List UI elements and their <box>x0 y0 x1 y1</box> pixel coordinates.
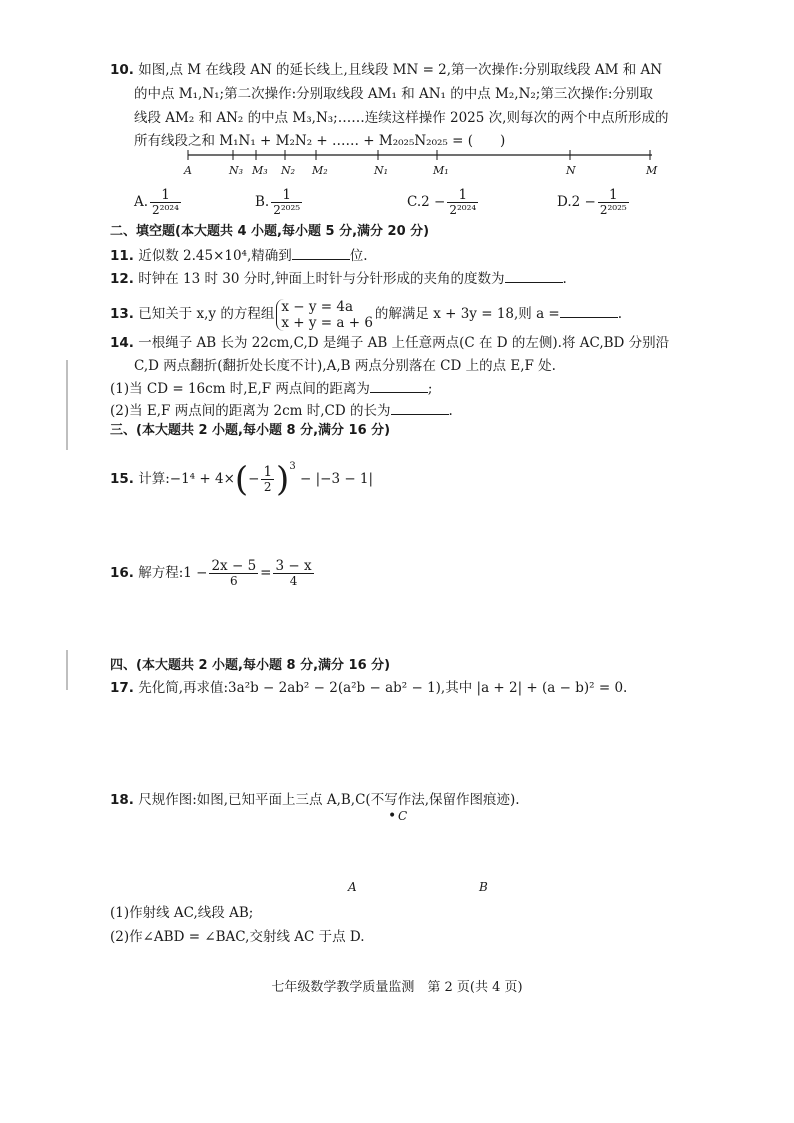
segment-point-label: M <box>646 164 658 177</box>
fraction: $\frac{3 - x}{4}$ <box>275 558 312 588</box>
segment-point-label: N₂ <box>281 164 296 177</box>
q10-option-d[interactable]: D.2 − $\frac{1}{\text{2²⁰²⁵}}$ <box>557 187 627 217</box>
section-heading: 四、(本大题共 2 小题,每小题 8 分,满分 16 分) <box>110 658 391 673</box>
segment-point-label: M₁ <box>433 164 449 177</box>
answer-blank[interactable] <box>560 303 618 318</box>
q10-option-a[interactable]: A. $\frac{1}{\text{2²⁰²⁴}}$ <box>134 187 179 217</box>
fraction: $\frac{1}{\text{2²⁰²⁵}}$ <box>273 187 301 217</box>
q14-part-1: (1)当 CD = 16cm 时,E,F 两点间的距离为 ; <box>110 378 432 399</box>
segment-point-label: M₂ <box>312 164 328 177</box>
segment-point-label: N₁ <box>374 164 389 177</box>
q14-part-2: (2)当 E,F 两点间的距离为 2cm 时,CD 的长为 . <box>110 400 453 421</box>
q12: 12. 时钟在 13 时 30 分时,钟面上时针与分针形成的夹角的度数为 . <box>110 268 567 289</box>
point-c-label: C <box>398 809 408 823</box>
q18-part-1: (1)作射线 AC,线段 AB; <box>110 905 254 921</box>
q14-line-2: C,D 两点翻折(翻折处长度不计),A,B 两点分别落在 CD 上的点 E,F 处. <box>134 358 556 374</box>
section-heading: 二、填空题(本大题共 4 小题,每小题 5 分,满分 20 分) <box>110 224 430 239</box>
margin-mark <box>66 360 68 450</box>
q13: 13. 已知关于 x,y 的方程组 x − y = 4a x + y = a + 6 的解满足 x + 3y = 18,则 a = . <box>110 298 623 331</box>
q10-line-2: 的中点 M₁,N₁;第二次操作:分别取线段 AM₁ 和 AN₁ 的中点 M₂,N₂;第三次操作:分别取 <box>134 86 653 102</box>
point-a-label: A <box>348 880 357 894</box>
q16: 16. 解方程:1 − $\frac{2x - 5}{6}$ = $\frac{3 - x}{4}$ <box>110 558 312 588</box>
fraction: $\frac{2x - 5}{6}$ <box>211 558 257 588</box>
segment-point-label: A <box>184 164 192 177</box>
q11: 11. 近似数 2.45×10⁴,精确到 位. <box>110 245 368 266</box>
fraction: $\frac{1}{\text{2²⁰²⁴}}$ <box>152 187 179 217</box>
page-footer: 七年级数学教学质量监测 第 2 页(共 4 页) <box>271 980 523 995</box>
q10-line-1 <box>110 60 662 80</box>
segment-point-label: M₃ <box>252 164 268 177</box>
q18: 18. 尺规作图:如图,已知平面上三点 A,B,C(不写作法,保留作图痕迹). <box>110 792 520 808</box>
q17: 17. 先化简,再求值:3a²b − 2ab² − 2(a²b − ab² − 1),其中 |a + 2| + (a − b)² = 0. <box>110 680 628 696</box>
q14-line-1: 14. 一根绳子 AB 长为 22cm,C,D 是绳子 AB 上任意两点(C 在 D 的左侧).将 AC,BD 分别沿 <box>110 335 670 351</box>
q10-text: 如图,点 M 在线段 AN 的延长线上,且线段 MN = 2,第一次操作:分别取线段 AM 和 AN <box>138 62 663 78</box>
q18-part-2: (2)作∠ABD = ∠BAC,交射线 AC 于点 D. <box>110 929 365 945</box>
point-c-dot: • <box>388 808 397 824</box>
segment-point-label: N <box>566 164 576 177</box>
q10-option-c[interactable]: C.2 − $\frac{1}{\text{2²⁰²⁴}}$ <box>407 187 477 217</box>
q10-line-3: 线段 AM₂ 和 AN₂ 的中点 M₃,N₃;……连续这样操作 2025 次,则每次的两个中点所形成的 <box>134 110 669 126</box>
q10-option-b[interactable]: B. $\frac{1}{\text{2²⁰²⁵}}$ <box>255 187 301 217</box>
point-b-label: B <box>479 880 488 894</box>
segment-point-label: N₃ <box>229 164 244 177</box>
q10-segment-figure <box>180 148 660 164</box>
answer-blank[interactable] <box>292 245 350 260</box>
answer-blank[interactable] <box>370 378 428 393</box>
answer-blank[interactable] <box>505 268 563 283</box>
fraction: $\frac{1}{\text{2²⁰²⁴}}$ <box>449 187 477 217</box>
fraction: $\frac{1}{2}$ <box>263 464 273 494</box>
question-number: 10. <box>110 62 134 78</box>
q15: 15. 计算:−1⁴ + 4×(− $\frac{1}{2}$ )$^3$ − |−3 − 1| <box>110 459 374 500</box>
margin-mark <box>66 650 68 690</box>
equation-system: x − y = 4a x + y = a + 6 <box>276 299 373 331</box>
fraction: $\frac{1}{\text{2²⁰²⁵}}$ <box>599 187 627 217</box>
answer-blank[interactable] <box>391 400 449 415</box>
q10-line-4: 所有线段之和 M₁N₁ + M₂N₂ + …… + M₂₀₂₅N₂₀₂₅ = ( ) <box>134 133 506 149</box>
section-heading: 三、(本大题共 2 小题,每小题 8 分,满分 16 分) <box>110 423 391 438</box>
